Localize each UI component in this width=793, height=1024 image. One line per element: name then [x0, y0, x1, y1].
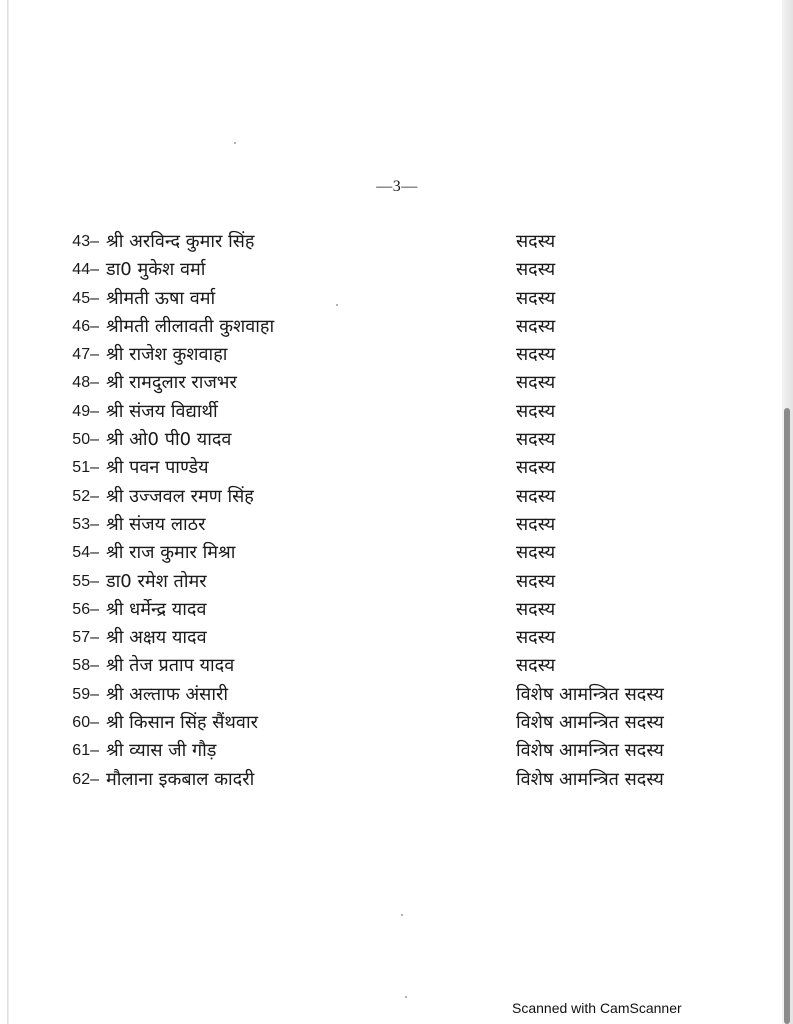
list-item	[0, 624, 782, 652]
list-item	[0, 341, 782, 369]
item-number: 53–	[72, 515, 99, 533]
item-number: 49–	[72, 402, 99, 420]
member-name: श्री किसान सिंह सैंथवार	[106, 712, 258, 734]
vertical-scrollbar[interactable]	[784, 408, 790, 1024]
member-role: सदस्य	[516, 570, 556, 592]
scan-speck	[405, 996, 407, 998]
member-role: सदस्य	[516, 231, 556, 252]
member-name: श्री ओ0 पी0 यादव	[106, 429, 232, 451]
item-number: 62–	[72, 770, 99, 788]
list-item	[0, 709, 782, 737]
member-role: सदस्य	[516, 485, 556, 507]
scan-speck	[401, 914, 403, 916]
member-role: सदस्य	[516, 315, 556, 337]
member-name: श्री संजय लाठर	[106, 513, 206, 535]
member-role: सदस्य	[516, 627, 556, 649]
member-name: श्री राजेश कुशवाहा	[106, 344, 228, 366]
member-role: सदस्य	[516, 372, 556, 394]
list-item	[0, 652, 782, 680]
item-number: 60–	[72, 714, 99, 732]
member-name: श्री व्यास जी गौड़	[106, 740, 217, 762]
list-item	[0, 539, 782, 567]
member-role: सदस्य	[516, 598, 556, 620]
member-role: सदस्य	[516, 513, 556, 535]
item-number: 61–	[72, 742, 99, 760]
member-role: सदस्य	[516, 344, 556, 366]
member-name: डा0 रमेश तोमर	[106, 570, 207, 592]
member-name: श्री राज कुमार मिश्रा	[106, 542, 236, 564]
member-name: श्री उज्जवल रमण सिंह	[106, 485, 254, 507]
scan-speck	[234, 142, 236, 144]
page-number: —3—	[376, 178, 418, 195]
item-number: 47–	[72, 346, 99, 364]
member-name: श्री संजय विद्यार्थी	[106, 400, 218, 422]
item-number: 52–	[72, 487, 99, 505]
member-name: श्री धर्मेन्द्र यादव	[106, 598, 207, 620]
member-role: विशेष आमन्त्रित सदस्य	[516, 740, 664, 762]
member-name: श्रीमती लीलावती कुशवाहा	[106, 315, 275, 337]
item-number: 43–	[72, 233, 99, 250]
member-role: सदस्य	[516, 259, 556, 281]
list-item	[0, 766, 782, 794]
member-role: विशेष आमन्त्रित सदस्य	[516, 683, 664, 705]
scan-speck	[336, 304, 338, 306]
camscanner-watermark: Scanned with CamScanner	[512, 1000, 682, 1016]
list-item	[0, 681, 782, 709]
item-number: 59–	[72, 685, 99, 703]
item-number: 46–	[72, 317, 99, 335]
member-role: सदस्य	[516, 429, 556, 451]
item-number: 50–	[72, 431, 99, 449]
member-name: श्री रामदुलार राजभर	[106, 372, 237, 394]
item-number: 45–	[72, 289, 99, 307]
item-number: 57–	[72, 629, 99, 647]
list-item	[0, 369, 782, 397]
member-role: सदस्य	[516, 655, 556, 677]
member-name: श्री अक्षय यादव	[106, 627, 207, 649]
item-number: 48–	[72, 374, 99, 392]
member-name: श्री अल्ताफ अंसारी	[106, 683, 229, 705]
list-item	[0, 228, 782, 256]
item-number: 56–	[72, 600, 99, 618]
member-name: श्री पवन पाण्डेय	[106, 457, 209, 479]
member-name: श्रीमती ऊषा वर्मा	[106, 287, 216, 309]
list-item	[0, 483, 782, 511]
member-role: सदस्य	[516, 457, 556, 479]
list-item	[0, 313, 782, 341]
member-name: श्री अरविन्द कुमार सिंह	[106, 231, 255, 252]
list-item	[0, 596, 782, 624]
item-number: 44–	[72, 261, 99, 279]
list-item	[0, 426, 782, 454]
member-name: डा0 मुकेश वर्मा	[106, 259, 206, 281]
member-role: विशेष आमन्त्रित सदस्य	[516, 768, 664, 790]
list-item	[0, 568, 782, 596]
member-name: मौलाना इकबाल कादरी	[106, 768, 255, 790]
list-item	[0, 737, 782, 765]
member-list	[0, 228, 782, 794]
member-name: श्री तेज प्रताप यादव	[106, 655, 235, 677]
member-role: सदस्य	[516, 400, 556, 422]
member-role: सदस्य	[516, 287, 556, 309]
list-item	[0, 256, 782, 284]
list-item	[0, 285, 782, 313]
list-item	[0, 454, 782, 482]
item-number: 51–	[72, 459, 99, 477]
list-item	[0, 398, 782, 426]
item-number: 55–	[72, 572, 99, 590]
item-number: 58–	[72, 657, 99, 675]
list-item	[0, 511, 782, 539]
member-role: सदस्य	[516, 542, 556, 564]
member-role: विशेष आमन्त्रित सदस्य	[516, 712, 664, 734]
item-number: 54–	[72, 544, 99, 562]
